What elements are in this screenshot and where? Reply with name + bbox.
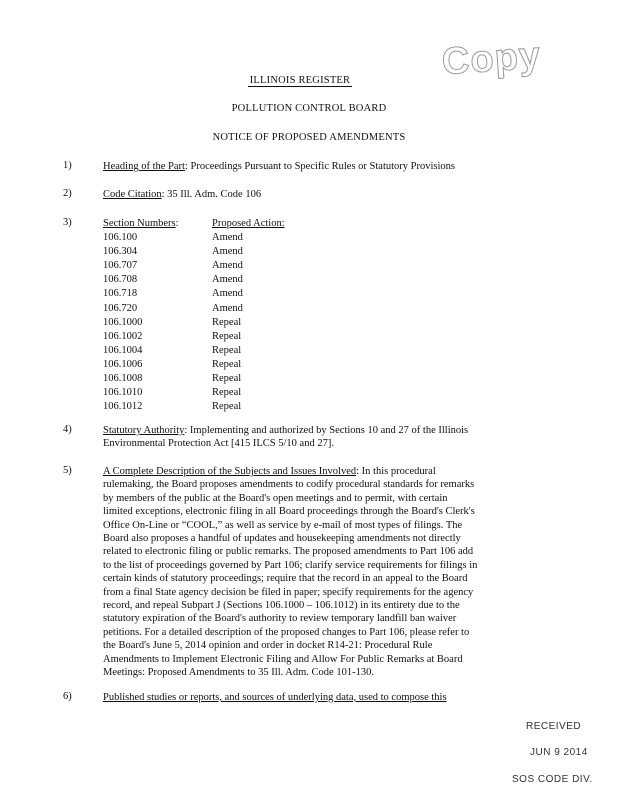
section-number: 106.1010 [103, 387, 143, 399]
section-list-header: Section Numbers: Proposed Action: [103, 218, 285, 229]
section-row [103, 316, 285, 330]
description-line: related to electronic filing or public remarks. The proposed amendments to Part 106 add [103, 546, 474, 558]
section-number: 106.1000 [103, 316, 143, 328]
section-row [103, 330, 285, 344]
section-action: Repeal [212, 344, 242, 356]
description-line: Meetings: Proposed Amendments to 35 Ill. Adm. Code 101-130. [103, 667, 374, 679]
section-number: 106.1008 [103, 373, 143, 385]
description-line: by members of the public at the Board's open meetings and to permit, with certain [103, 492, 448, 504]
section-action: Repeal [212, 358, 242, 370]
description-line: certain kinds of statutory proceedings; require that the record in an appeal to the Board [103, 573, 468, 585]
description-line: A Complete Description of the Subjects and Issues Involved: In this procedural [103, 466, 436, 477]
section-number: 106.1002 [103, 330, 143, 342]
section-row [103, 400, 285, 414]
item-1-number: 1) [63, 160, 72, 171]
section-action: Repeal [212, 316, 242, 328]
section-number: 106.304 [103, 246, 138, 258]
section-row [103, 358, 285, 372]
description-line: rulemaking, the Board proposes amendments to codify procedural standards for remarks [103, 479, 475, 491]
section-action: Repeal [212, 373, 242, 385]
description-line: petitions. For a detailed description of the proposed changes to Part 106, please refer to [103, 626, 470, 638]
description-line: the Board's June 5, 2014 opinion and order in docket R14-21: Procedural Rule [103, 640, 433, 652]
section-action: Amend [212, 246, 243, 258]
section-row [103, 259, 285, 273]
section-number: 106.708 [103, 274, 138, 286]
section-row [103, 386, 285, 400]
description-line: Office On-Line or “COOL,” as well as service by e-mail of most types of filings. The [103, 519, 463, 531]
item-1-heading: Heading of the Part: Proceedings Pursuant to Specific Rules or Statutory Provisions [103, 161, 455, 172]
description-line: to the list of proceedings governed by Part 106; clarify service requirements for filings in [103, 559, 478, 571]
copy-stamp: Copy [440, 34, 543, 84]
section-number: 106.100 [103, 232, 138, 244]
section-row [103, 287, 285, 301]
item-5-number: 5) [63, 465, 72, 476]
item-3-number: 3) [63, 217, 72, 228]
item-6-published-studies: Published studies or reports, and sources of underlying data, used to compose this [103, 692, 447, 703]
received-stamp-division: SOS CODE DIV. [512, 774, 593, 785]
section-action: Amend [212, 302, 243, 314]
section-number: 106.707 [103, 260, 138, 272]
item-4-number: 4) [63, 424, 72, 435]
item-4-statutory-authority: Statutory Authority: Implementing and authorized by Sections 10 and 27 of the Illinois Environmental Protection Act [415 ILCS 5/10 and 27]. [103, 425, 469, 450]
notice-title: NOTICE OF PROPOSED AMENDMENTS [212, 132, 406, 143]
section-action: Repeal [212, 387, 242, 399]
section-row [103, 344, 285, 358]
item-2-number: 2) [63, 188, 72, 199]
section-action: Amend [212, 288, 243, 300]
section-number: 106.718 [103, 288, 138, 300]
section-action: Amend [212, 274, 243, 286]
section-row [103, 245, 285, 259]
description-line: from a final State agency decision be filed in paper; specify requirements for the agency [103, 586, 474, 598]
register-title: ILLINOIS REGISTER [249, 75, 351, 86]
section-number: 106.1012 [103, 401, 143, 413]
received-stamp-label: RECEIVED [526, 721, 582, 732]
description-line: statutory expiration of the Board's authority to review temporary landfill ban waiver [103, 613, 457, 625]
item-2-code-citation: Code Citation: 35 Ill. Adm. Code 106 [103, 189, 262, 200]
section-action: Amend [212, 232, 243, 244]
section-action: Repeal [212, 401, 242, 413]
section-number: 106.1006 [103, 358, 143, 370]
item-6-number: 6) [63, 691, 72, 702]
description-line: Amendments to Implement Electronic Filing and Allow For Public Remarks at Board [103, 653, 463, 665]
section-row [103, 372, 285, 386]
received-stamp-date: JUN 9 2014 [530, 747, 588, 758]
board-title: POLLUTION CONTROL BOARD [231, 103, 387, 114]
section-number: 106.720 [103, 302, 138, 314]
description-line: limited exceptions, electronic filing in all Board proceedings through the Board's Clerk's [103, 506, 475, 518]
description-line: record, and repeal Subpart J (Sections 106.1000 – 106.1012) in its entirety due to the [103, 600, 460, 612]
section-row [103, 231, 285, 245]
section-list [103, 217, 285, 414]
section-row [103, 302, 285, 316]
section-action: Repeal [212, 330, 242, 342]
description-line: Board also proposes a handful of updates and housekeeping amendments not directly [103, 533, 461, 545]
section-number: 106.1004 [103, 344, 143, 356]
item-5-description [103, 465, 583, 680]
section-action: Amend [212, 260, 243, 272]
section-row [103, 273, 285, 287]
